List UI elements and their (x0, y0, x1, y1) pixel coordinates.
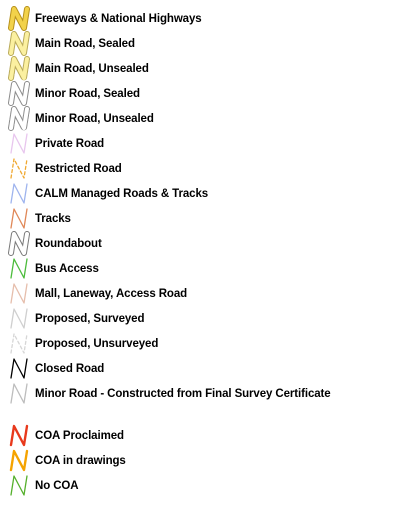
legend-label: Tracks (35, 212, 71, 225)
private-road-icon (6, 131, 32, 156)
roundabout-icon (6, 231, 32, 256)
legend-label: Bus Access (35, 262, 99, 275)
minor-road-final-survey-certificate-icon (6, 381, 32, 406)
legend-item (6, 381, 400, 406)
legend-item (6, 448, 400, 473)
legend-item (6, 331, 400, 356)
legend-label: Private Road (35, 137, 105, 150)
calm-managed-roads-tracks-icon (6, 181, 32, 206)
legend-item (6, 256, 400, 281)
legend-label: Proposed, Unsurveyed (35, 337, 159, 350)
legend-item (6, 356, 400, 381)
legend-label: Main Road, Unsealed (35, 62, 149, 75)
legend-item (6, 56, 400, 81)
freeways-national-highways-icon (6, 6, 32, 31)
legend-label: CALM Managed Roads & Tracks (35, 187, 209, 200)
legend-item (6, 106, 400, 131)
legend-label: Mall, Laneway, Access Road (35, 287, 188, 300)
legend-label: Roundabout (35, 237, 102, 250)
restricted-road-icon (6, 156, 32, 181)
coa-proclaimed-icon (6, 423, 32, 448)
legend-label: Proposed, Surveyed (35, 312, 145, 325)
legend-label: Main Road, Sealed (35, 37, 135, 50)
legend-item (6, 231, 400, 256)
proposed-unsurveyed-icon (6, 331, 32, 356)
coa-in-drawings-icon (6, 448, 32, 473)
legend-item (6, 473, 400, 498)
legend-label: Restricted Road (35, 162, 122, 175)
minor-road-sealed-icon (6, 81, 32, 106)
legend-item (6, 31, 400, 56)
legend-label: Freeways & National Highways (35, 12, 202, 25)
legend-item (6, 181, 400, 206)
road-type-legend (6, 6, 400, 406)
bus-access-icon (6, 256, 32, 281)
tracks-icon (6, 206, 32, 231)
main-road-sealed-icon (6, 31, 32, 56)
closed-road-icon (6, 356, 32, 381)
legend-item (6, 6, 400, 31)
minor-road-unsealed-icon (6, 106, 32, 131)
proposed-surveyed-icon (6, 306, 32, 331)
legend-item (6, 281, 400, 306)
legend-item (6, 306, 400, 331)
legend-label: COA Proclaimed (35, 429, 124, 442)
legend-label: Minor Road, Sealed (35, 87, 140, 100)
legend-label: COA in drawings (35, 454, 126, 467)
legend-label: No COA (35, 479, 79, 492)
legend-label: Closed Road (35, 362, 105, 375)
legend-label: Minor Road - Constructed from Final Survey Certificate (35, 387, 331, 400)
legend-item (6, 206, 400, 231)
main-road-unsealed-icon (6, 56, 32, 81)
legend-label: Minor Road, Unsealed (35, 112, 154, 125)
legend-item (6, 156, 400, 181)
no-coa-icon (6, 473, 32, 498)
coa-status-legend (6, 423, 400, 498)
legend-item (6, 423, 400, 448)
legend-item (6, 131, 400, 156)
legend-item (6, 81, 400, 106)
road-legend (6, 6, 400, 498)
mall-laneway-access-road-icon (6, 281, 32, 306)
